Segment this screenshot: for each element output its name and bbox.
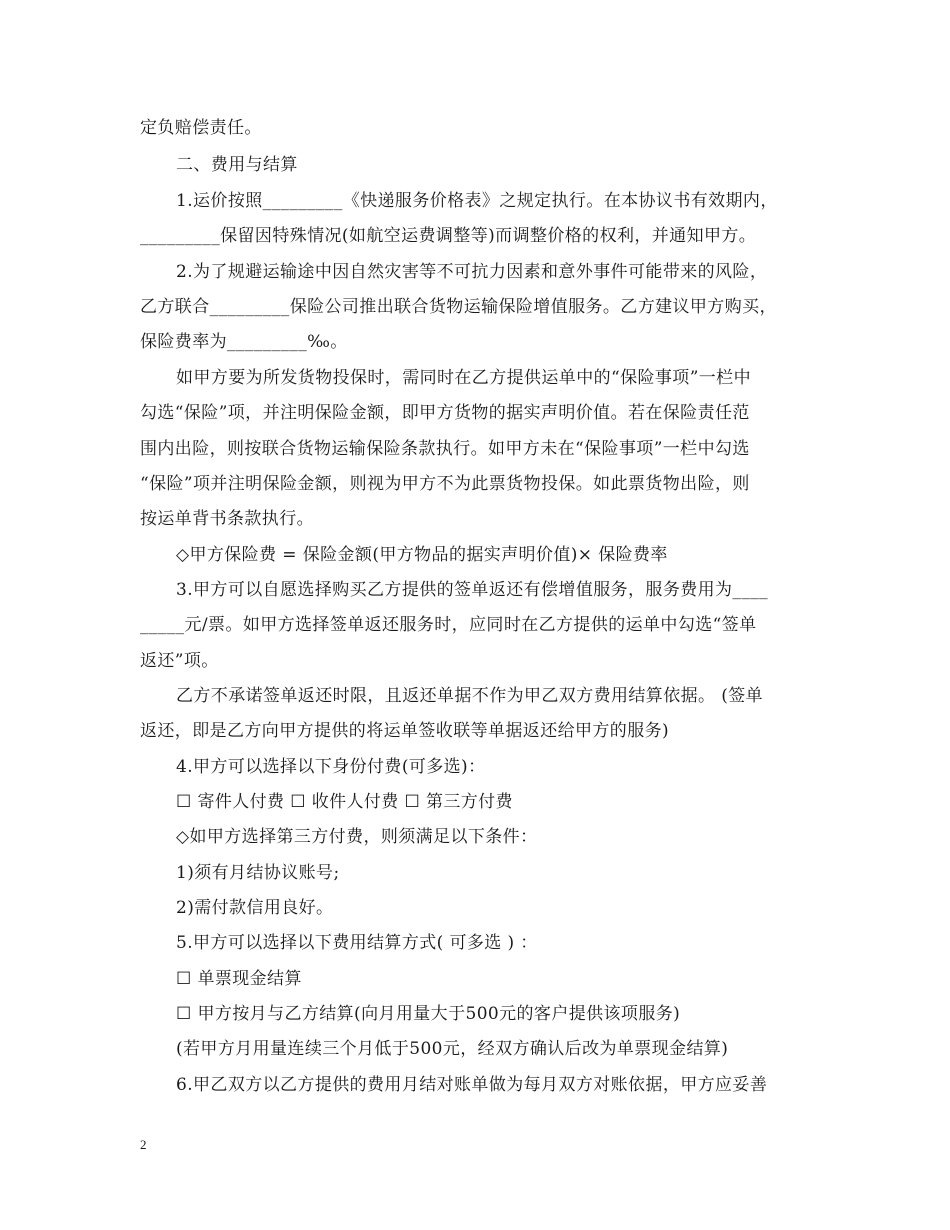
text-line: 如甲方要为所发货物投保时，需同时在乙方提供运单中的“保险事项”一栏中: [176, 368, 751, 388]
text-line: 乙方联合_________保险公司推出联合货物运输保险增值服务。乙方建议甲方购买，: [140, 297, 777, 317]
text-line: 勾选“保险”项，并注明保险金额，即甲方货物的据实声明价值。若在保险责任范: [140, 403, 750, 423]
text-line: 2.为了规避运输途中因自然灾害等不可抗力因素和意外事件可能带来的风险，: [176, 262, 768, 282]
text-line: 5.甲方可以选择以下费用结算方式( 可多选 ) ：: [176, 933, 538, 953]
text-line: 返还”项。: [140, 651, 219, 671]
text-line: 定负赔偿责任。: [140, 118, 262, 138]
text-line: 围内出险，则按联合货物运输保险条款执行。如甲方未在“保险事项”一栏中勾选: [140, 439, 750, 459]
text-line: 6.甲乙双方以乙方提供的费用月结对账单做为每月双方对账依据，甲方应妥善: [176, 1075, 768, 1095]
text-line: “保险”项并注明保险金额，则视为甲方不为此票货物投保。如此票货物出险，则: [140, 474, 750, 494]
checkbox-options-line: ☐ 寄件人付费 ☐ 收件人付费 ☐ 第三方付费: [176, 792, 513, 812]
text-line: 1)须有月结协议账号;: [176, 863, 340, 883]
text-line: 3.甲方可以自愿选择购买乙方提供的签单返还有偿增值服务，服务费用为____: [176, 580, 769, 600]
text-line: 1.运价按照_________《快递服务价格表》之规定执行。在本协议书有效期内，: [176, 191, 778, 211]
text-line: 按运单背书条款执行。: [140, 509, 314, 529]
text-line: _____元/票。如甲方选择签单返还服务时，应同时在乙方提供的运单中勾选“签单: [140, 615, 757, 635]
formula-line: ◇甲方保险费 = 保险金额(甲方物品的据实声明价值)× 保险费率: [176, 545, 668, 565]
text-line: _________保留因特殊情况(如航空运费调整等)而调整价格的权利，并通知甲方。: [140, 226, 757, 246]
text-line: 乙方不承诺签单返还时限，且返还单据不作为甲乙双方费用结算依据。 (签单: [176, 686, 764, 706]
text-line: 2)需付款信用良好。: [176, 898, 334, 918]
page-number: 2: [140, 1137, 147, 1152]
text-line: 返还，即是乙方向甲方提供的将运单签收联等单据返还给甲方的服务): [140, 721, 670, 741]
checkbox-option-line: ☐ 单票现金结算: [176, 969, 302, 989]
section-heading: 二、费用与结算: [176, 155, 298, 175]
text-line: (若甲方月用量连续三个月低于500元，经双方确认后改为单票现金结算): [176, 1039, 729, 1059]
text-line: 保险费率为_________‰。: [140, 332, 348, 352]
text-line: 4.甲方可以选择以下身份付费(可多选)：: [176, 757, 486, 777]
text-line: ◇如甲方选择第三方付费，则须满足以下条件：: [176, 827, 538, 847]
checkbox-option-line: ☐ 甲方按月与乙方结算(向月用量大于500元的客户提供该项服务): [176, 1004, 681, 1024]
